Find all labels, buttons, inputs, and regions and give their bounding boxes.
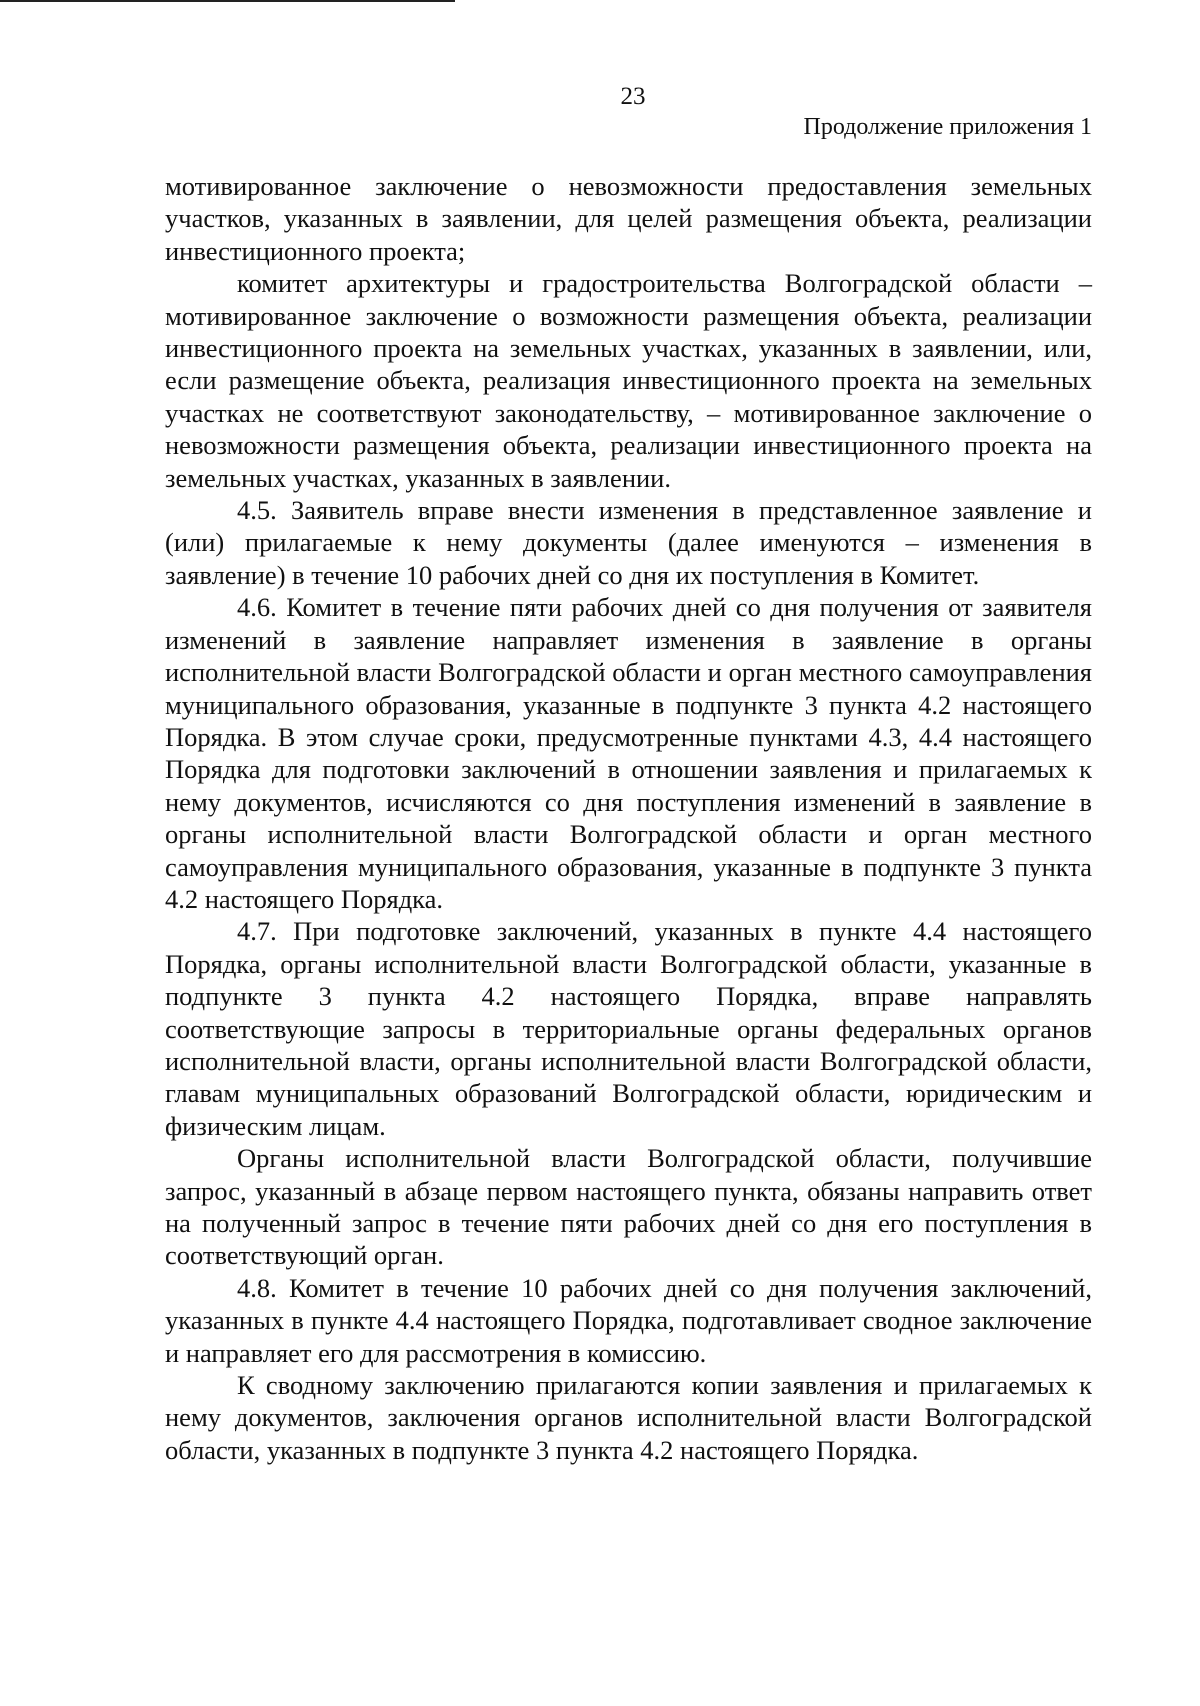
paragraph-4-5: 4.5. Заявитель вправе внести изменения в представленное заявление и (или) прилагаемые к нему документы (далее именуются – изменения в заявление) в течение 10 рабочих дней со дня их поступления в Комитет. xyxy=(165,495,1092,590)
paragraph-4-8: 4.8. Комитет в течение 10 рабочих дней со дня получения заключений, указанных в пункте 4.4 настоящего Порядка, подготавливает сводное заключение и направляет его для рассмотрения в комиссию. xyxy=(165,1272,1092,1368)
paragraph-1: мотивированное заключение о невозможности предоставления земельных участков, указанных в заявлении, для целей размещения объекта, реализации инвестиционного проекта; xyxy=(165,171,1092,266)
page-number: 23 xyxy=(620,83,646,110)
paragraph-4-7: 4.7. При подготовке заключений, указанных в пункте 4.4 настоящего Порядка, органы исполнительной власти Волгоградской области, указанные в подпункте 3 пункта 4.2 настоящего Порядка, вправе направлять соответствующие запросы в территориальные органы федеральных органов исполнительной власти, органы исполнительной власти Волгоградской области, главам муниципальных образований Волгоградской области, юридическим и физическим лицам. xyxy=(165,916,1092,1141)
paragraph-4-7-second: Органы исполнительной власти Волгоградской области, получившие запрос, указанный в абзаце первом настоящего пункта, обязаны направить ответ на полученный запрос в течение пяти рабочих дней со дня его поступления в соответствующий орган. xyxy=(165,1143,1092,1271)
top-scan-rule xyxy=(0,0,455,2)
appendix-continuation-label: Продолжение приложения 1 xyxy=(803,114,1092,140)
paragraph-4-6: 4.6. Комитет в течение пяти рабочих дней со дня получения от заявителя изменений в заявление направляет изменения в заявление в органы исполнительной власти Волгоградской области и орган местного самоуправления муниципального образования, указанные в подпункте 3 пункта 4.2 настоящего Порядка. В этом случае сроки, предусмотренные пунктами 4.3, 4.4 настоящего Порядка для подготовки заключений в отношении заявления и прилагаемых к нему документов, исчисляются со дня поступления изменений в заявление в органы исполнительной власти Волгоградской области и орган местного самоуправления муниципального образования, указанные в подпункте 3 пункта 4.2 настоящего Порядка. xyxy=(165,592,1092,914)
paragraph-2: комитет архитектуры и градостроительства Волгоградской области – мотивированное заключение о возможности размещения объекта, реализации инвестиционного проекта на земельных участках, указанных в заявлении, или, если размещение объекта, реализация инвестиционного проекта на земельных участках не соответствуют законодательству, – мотивированное заключение о невозможности размещения объекта, реализации инвестиционного проекта на земельных участках, указанных в заявлении. xyxy=(165,268,1092,493)
document-body xyxy=(165,170,1092,1466)
paragraph-4-8-second: К сводному заключению прилагаются копии заявления и прилагаемых к нему документов, заключения органов исполнительной власти Волгоградской области, указанных в подпункте 3 пункта 4.2 настоящего Порядка. xyxy=(165,1370,1092,1465)
